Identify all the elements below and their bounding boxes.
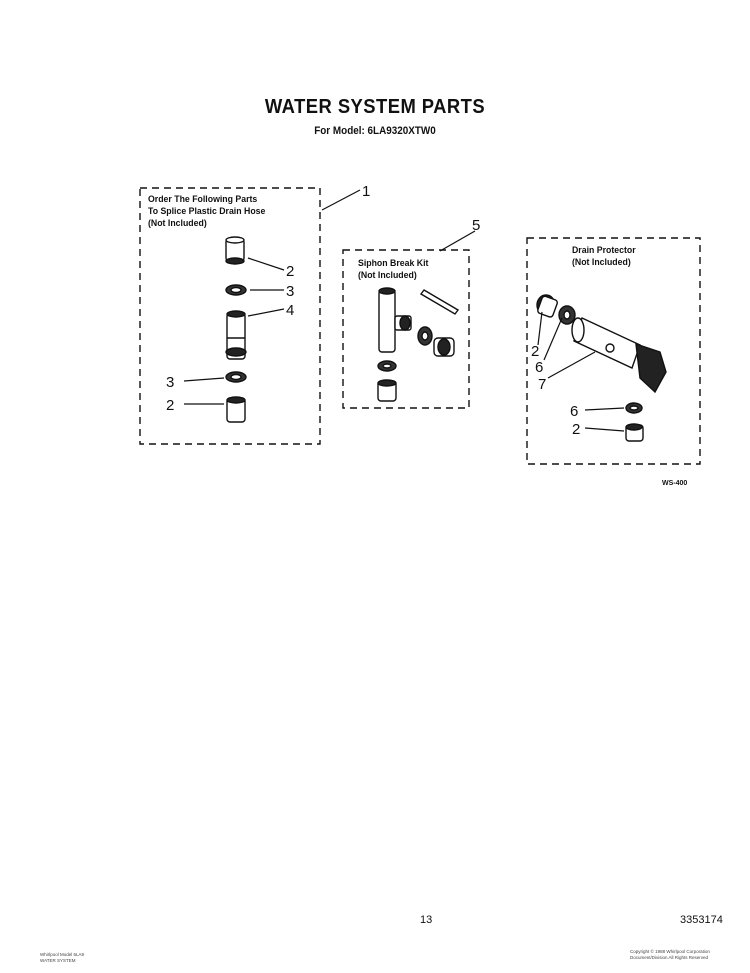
- footer-left-fineprint: Whirlpool Model 6LA9 WATER SYSTEM: [40, 952, 85, 963]
- callout-2-splice-top: 2: [286, 263, 295, 280]
- callout-2-drain-bottom: 2: [572, 421, 581, 438]
- callout-2-splice-bottom: 2: [166, 397, 175, 414]
- drain-panel-label: Drain Protector (Not Included): [572, 245, 636, 268]
- callout-6-drain-top: 6: [535, 359, 544, 376]
- splice-parts: [226, 237, 246, 422]
- splice-panel-label: Order The Following Parts To Splice Plastic Drain Hose (Not Included): [148, 194, 266, 229]
- siphon-parts: [378, 288, 458, 401]
- model-line: For Model: 6LA9320XTW0: [314, 125, 436, 137]
- siphon-clip: [421, 290, 458, 314]
- callout-3-splice-bottom: 3: [166, 374, 175, 391]
- callout-5: 5: [472, 217, 481, 234]
- doc-number: 3353174: [680, 914, 723, 926]
- callout-3-splice-top: 3: [286, 283, 295, 300]
- siphon-panel-label: Siphon Break Kit (Not Included): [358, 258, 429, 281]
- callout-2-drain-top: 2: [531, 343, 540, 360]
- callout-4: 4: [286, 302, 295, 319]
- tee-body: [379, 290, 395, 352]
- page-title: WATER SYSTEM PARTS: [264, 96, 486, 118]
- callout-1: 1: [362, 183, 371, 200]
- footer-right-fineprint: Copyright © 1988 Whirlpool Corporation Document/Division All Rights Reserved: [630, 949, 710, 960]
- figure-code: WS-400: [662, 480, 688, 487]
- drain-clamp: [636, 344, 666, 392]
- page-number: 13: [420, 914, 433, 926]
- drain-parts: [537, 295, 666, 441]
- callout-6-drain-bottom: 6: [570, 403, 579, 420]
- callout-7: 7: [538, 376, 547, 393]
